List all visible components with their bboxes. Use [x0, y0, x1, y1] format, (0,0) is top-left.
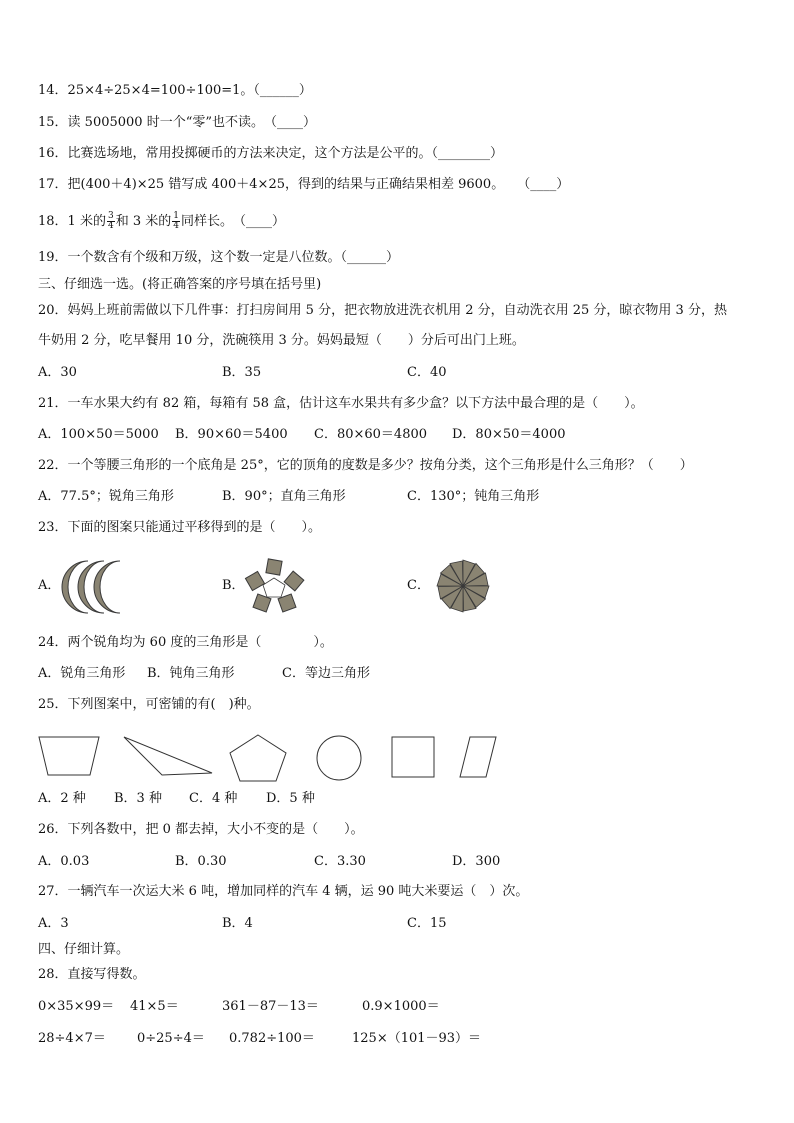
- calc-item: 0÷25÷4＝: [137, 1031, 205, 1046]
- line-q25: 25．下列图案中，可密铺的有( )种。: [38, 697, 260, 712]
- q22-option-c: C．130°；钝角三角形: [407, 489, 540, 504]
- q23-option-c: C．: [407, 578, 430, 593]
- line-q21: 21．一车水果大约有 82 箱，每箱有 58 盒，估计这车水果共有多少盒？以下方法中最合理的是（ ）。: [38, 396, 644, 411]
- line-q23: 23．下面的图案只能通过平移得到的是（ ）。: [38, 520, 322, 535]
- trapezoid-shape: [38, 735, 100, 777]
- parallelogram-shape: [458, 735, 498, 779]
- crescents-figure: [60, 557, 130, 617]
- calc-item: 125×（101－93）＝: [352, 1031, 482, 1046]
- pentagon-squares-figure: [242, 558, 308, 616]
- square-shape: [390, 735, 436, 779]
- line-q24: 24．两个锐角均为 60 度的三角形是（ ）。: [38, 635, 333, 650]
- square-shape: [266, 559, 282, 575]
- q22-option-a: A．77.5°；锐角三角形: [38, 489, 174, 504]
- fraction-numerator: 3: [107, 211, 114, 221]
- q26-option-b: B．0.30: [175, 854, 227, 869]
- fraction-denominator: 4: [107, 221, 114, 231]
- inner-pentagon: [263, 578, 285, 597]
- pinwheel-figure: [433, 556, 493, 616]
- line-q28: 28．直接写得数。: [38, 967, 146, 982]
- line-q20-2: 牛奶用 2 分，吃早餐用 10 分，洗碗筷用 3 分。妈妈最短（ ）分后可出门上班。: [38, 333, 525, 348]
- line-q15: 15．读 5005000 时一个“零”也不读。 （____）: [38, 115, 316, 130]
- square-shape: [284, 571, 304, 591]
- calc-item: 41×5＝: [130, 999, 179, 1014]
- q27-option-c: C．15: [407, 916, 447, 931]
- q24-option-b: B．钝角三角形: [147, 666, 235, 681]
- q18-post: 同样长。 （____）: [180, 214, 285, 229]
- q27-option-a: A．3: [38, 916, 69, 931]
- q23-option-a: A．: [38, 578, 61, 593]
- section-4-heading: 四、仔细计算。: [38, 942, 130, 957]
- q25-option-d: D．5 种: [266, 791, 315, 806]
- q20-option-b: B．35: [222, 365, 262, 380]
- q18-pre: 18．1 米的: [38, 214, 106, 229]
- line-q22: 22．一个等腰三角形的一个底角是 25°，它的顶角的度数是多少？按角分类，这个三角形是什么三角形？（ ）: [38, 458, 693, 473]
- calc-item: 0×35×99＝: [38, 999, 115, 1014]
- fraction-numerator: 1: [173, 211, 179, 221]
- line-q16: 16．比赛选场地，常用投掷硬币的方法来决定，这个方法是公平的。（________）: [38, 146, 504, 161]
- q21-option-b: B．90×60＝5400: [175, 427, 288, 442]
- fraction-denominator: 4: [173, 221, 179, 231]
- q26-option-c: C．3.30: [314, 854, 366, 869]
- section-3-heading: 三、仔细选一选。(将正确答案的序号填在括号里): [38, 277, 322, 292]
- crescent-shape: [94, 561, 120, 613]
- line-q27: 27．一辆汽车一次运大米 6 吨，增加同样的汽车 4 辆，运 90 吨大米要运（ ）次。: [38, 884, 529, 899]
- q25-option-b: B．3 种: [114, 791, 162, 806]
- q27-option-b: B．4: [222, 916, 253, 931]
- q22-option-b: B．90°；直角三角形: [222, 489, 346, 504]
- line-q26: 26．下列各数中，把 0 都去掉，大小不变的是（ ）。: [38, 822, 364, 837]
- q20-option-c: C．40: [407, 365, 447, 380]
- line-q17: 17．把(400＋4)×25 错写成 400＋4×25，得到的结果与正确结果相差 9600。 （____）: [38, 177, 570, 192]
- calc-item: 0.9×1000＝: [362, 999, 440, 1014]
- q21-option-a: A．100×50＝5000: [38, 427, 159, 442]
- q21-option-c: C．80×60＝4800: [314, 427, 428, 442]
- line-q19: 19．一个数含有个级和万级，这个数一定是八位数。（______）: [38, 250, 400, 265]
- q26-option-a: A．0.03: [38, 854, 90, 869]
- q21-option-d: D．80×50＝4000: [452, 427, 566, 442]
- q18-mid: 和 3 米的: [115, 214, 172, 229]
- calc-item: 28÷4×7＝: [38, 1031, 106, 1046]
- calc-item: 0.782÷100＝: [229, 1031, 315, 1046]
- calc-item: 361－87－13＝: [222, 999, 319, 1014]
- pentagon-shape: [228, 733, 288, 783]
- line-q14: 14．25×4÷25×4=100÷100=1。（______）: [38, 83, 312, 98]
- line-q18: [38, 212, 285, 231]
- fraction-1-4: [172, 212, 180, 231]
- q23-option-b: B．: [222, 578, 245, 593]
- circle-shape: [314, 735, 364, 781]
- q20-option-a: A．30: [38, 365, 77, 380]
- q26-option-d: D．300: [452, 854, 501, 869]
- triangle-shape: [122, 735, 214, 777]
- q25-option-c: C．4 种: [189, 791, 238, 806]
- q25-option-a: A．2 种: [38, 791, 86, 806]
- square-shape: [245, 571, 264, 590]
- line-q20-1: 20．妈妈上班前需做以下几件事：打扫房间用 5 分，把衣物放进洗衣机用 2 分，自动洗衣用 25 分，晾衣物用 3 分，热: [38, 303, 727, 318]
- fraction-3-4: [107, 212, 115, 231]
- q24-option-a: A．锐角三角形: [38, 666, 126, 681]
- q24-option-c: C．等边三角形: [282, 666, 370, 681]
